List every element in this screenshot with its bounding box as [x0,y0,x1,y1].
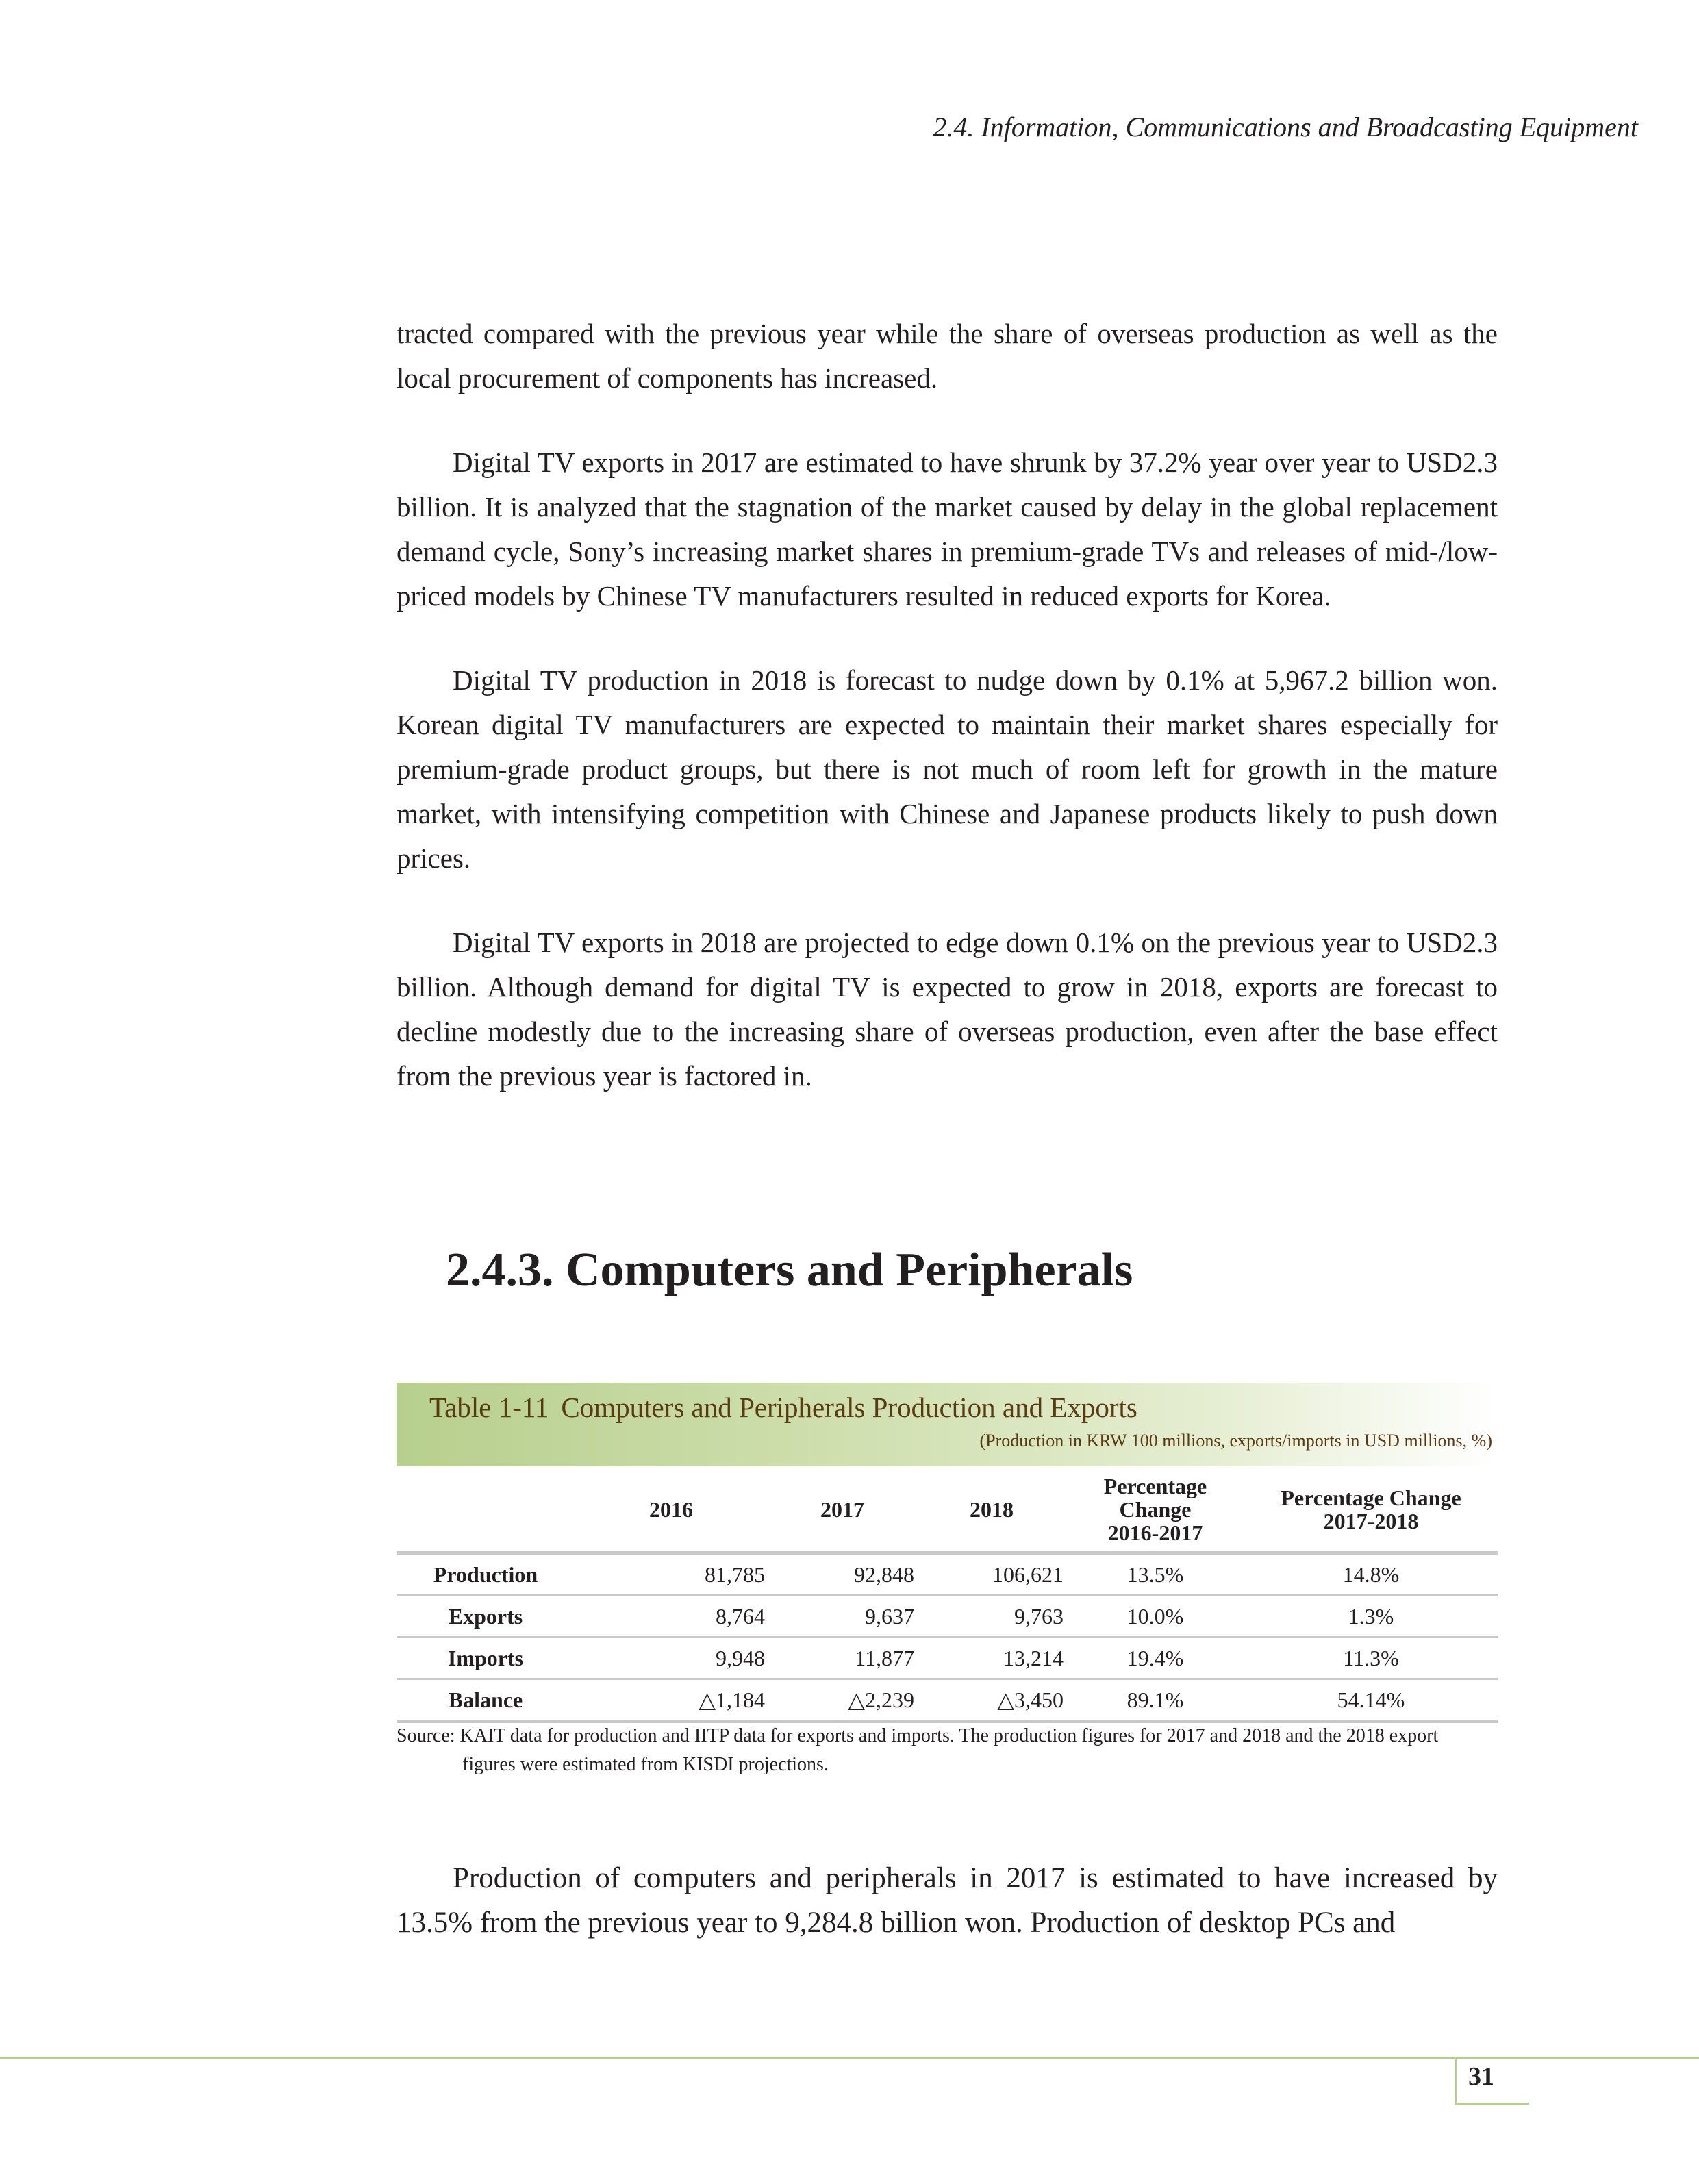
cell-pct1: 10.0% [1066,1596,1244,1637]
table-unit-note: (Production in KRW 100 millions, exports/imports in USD millions, %) [979,1431,1492,1451]
table-row [397,1596,1498,1637]
row-label: Balance [397,1679,575,1722]
cell-2018: 9,763 [917,1596,1066,1637]
table-source-note [397,1722,1498,1779]
paragraph-tv-production-2018: Digital TV production in 2018 is forecast to nudge down by 0.1% at 5,967.2 billion won. Korean digital TV manufacturers are expected to maintain their market shares especially for premium-grade product groups, but there is not much of room left for growth in the mature market, with intensifying competition with Chinese and Japanese products likely to push down prices. [397,664,1498,874]
table-caption [429,1391,1137,1424]
cell-2016: △1,184 [575,1679,768,1722]
cell-pct1: 89.1% [1066,1679,1244,1722]
source-line-1: Source: KAIT data for production and IITP data for exports and imports. The production figures for 2017 and 2018 and the 2018 export [397,1725,1439,1746]
cell-2017: 11,877 [768,1637,917,1679]
row-label: Production [397,1553,575,1596]
cell-pct2: 11.3% [1244,1637,1498,1679]
cell-2016: 9,948 [575,1637,768,1679]
cell-2018: 106,621 [917,1553,1066,1596]
header-empty [397,1466,575,1553]
data-table [397,1466,1498,1723]
cell-pct1: 19.4% [1066,1637,1244,1679]
cell-2016: 8,764 [575,1596,768,1637]
header-pct2-line2: 2017-2018 [1323,1509,1419,1533]
source-line-2: figures were estimated from KISDI projections. [462,1754,829,1775]
running-header: 2.4. Information, Communications and Broadcasting Equipment [933,112,1638,142]
row-label: Exports [397,1596,575,1637]
cell-2017: 9,637 [768,1596,917,1637]
header-pct-change-2016-2017 [1066,1466,1244,1553]
table-block [397,1383,1498,1723]
body-text-bottom [397,1856,1498,1985]
cell-2016: 81,785 [575,1553,768,1596]
paragraph-tv-exports-2018: Digital TV exports in 2018 are projected to edge down 0.1% on the previous year to USD2.3 billion. Although demand for digital TV is expected to grow in 2018, exports are forecast to decline modestly due to the increasing share of overseas production, even after the base effect from the previous year is factored in. [397,927,1498,1092]
cell-2018: △3,450 [917,1679,1066,1722]
body-text-top [397,312,1498,1138]
header-2018: 2018 [917,1466,1066,1553]
header-2016: 2016 [575,1466,768,1553]
cell-pct1: 13.5% [1066,1553,1244,1596]
table-header-row [397,1466,1498,1553]
header-pct2-line1: Percentage Change [1281,1485,1461,1510]
header-pct1-line1: Percentage Change [1103,1474,1207,1522]
cell-2018: 13,214 [917,1637,1066,1679]
table-title: Computers and Peripherals Production and Exports [561,1392,1137,1423]
row-label: Imports [397,1637,575,1679]
page-number: 31 [1468,2062,1494,2091]
cell-pct2: 54.14% [1244,1679,1498,1722]
cell-2017: 92,848 [768,1553,917,1596]
table-row [397,1637,1498,1679]
table-row [397,1679,1498,1722]
header-2017: 2017 [768,1466,917,1553]
cell-pct2: 1.3% [1244,1596,1498,1637]
footer-rule [0,2057,1699,2059]
cell-pct2: 14.8% [1244,1553,1498,1596]
table-number: Table 1-11 [429,1392,549,1423]
header-pct1-line2: 2016-2017 [1107,1520,1203,1545]
header-pct-change-2017-2018 [1244,1466,1498,1553]
paragraph-tv-exports-2017: Digital TV exports in 2017 are estimated to have shrunk by 37.2% year over year to USD2.3 billion. It is analyzed that the stagnation of the market caused by delay in the global replacement demand cycle, Sony’s increasing market shares in premium-grade TVs and releases of mid-/low-priced models by Chinese TV manufacturers resulted in reduced exports for Korea. [397,447,1498,612]
table-row [397,1553,1498,1596]
section-heading: 2.4.3. Computers and Peripherals [446,1244,1133,1296]
cell-2017: △2,239 [768,1679,917,1722]
paragraph-computers-production-2017: Production of computers and peripherals in 2017 is estimated to have increased by 13.5% from the previous year to 9,284.8 billion won. Production of desktop PCs and [397,1862,1498,1939]
table-caption-band [397,1383,1498,1466]
paragraph-continuation: tracted compared with the previous year while the share of overseas production as well as the local procurement of components has increased. [397,318,1498,394]
